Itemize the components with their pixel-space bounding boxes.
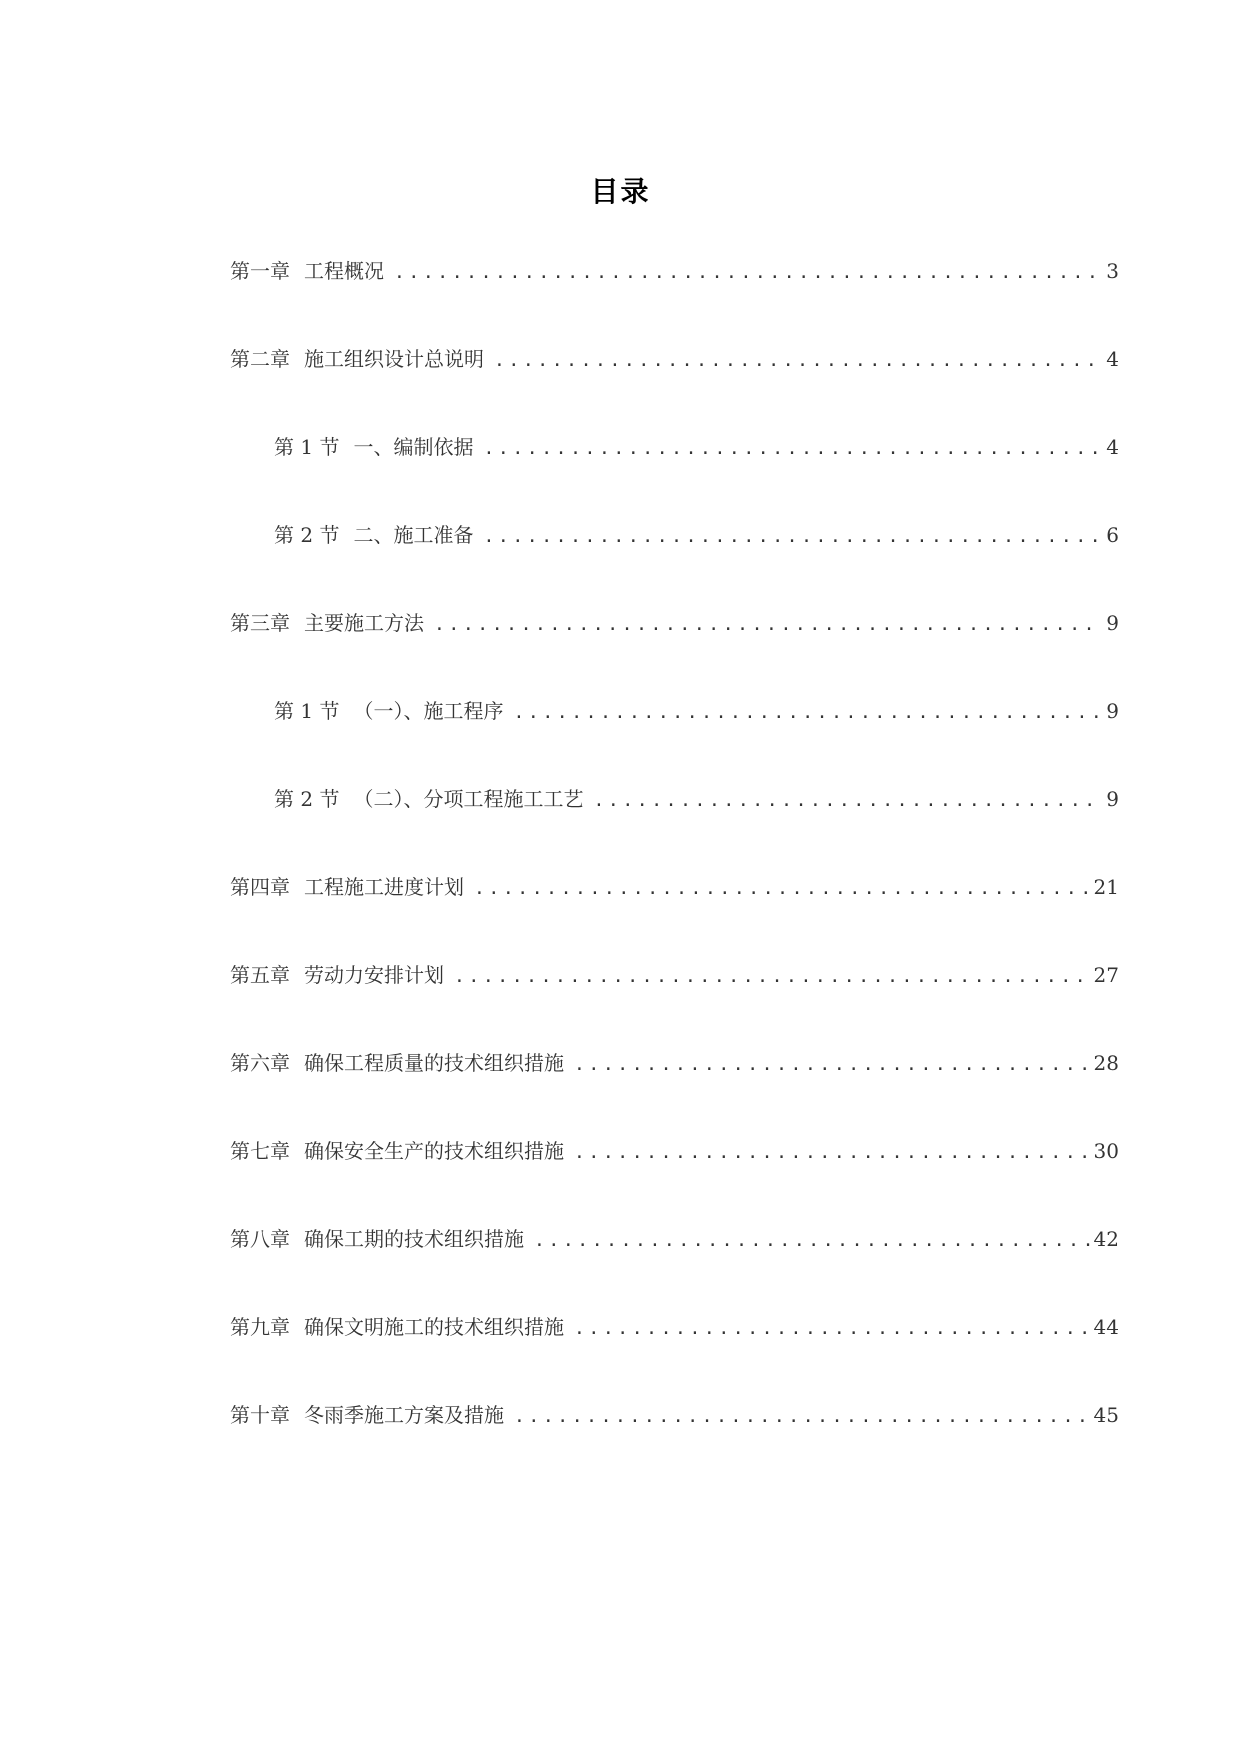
dot-leader [534, 1227, 1090, 1255]
toc-entry-title: 确保安全生产的技术组织措施 [304, 1139, 564, 1163]
toc-chapter-entry[interactable] [230, 1313, 1119, 1401]
toc-entry-title: 主要施工方法 [304, 611, 424, 635]
toc-chapter-entry[interactable] [230, 345, 1119, 433]
toc-entry-number: 第六章 [230, 1051, 290, 1075]
toc-chapter-entry[interactable] [230, 1401, 1119, 1489]
toc-entry-label [274, 785, 583, 813]
toc-entry-number: 第十章 [230, 1403, 290, 1427]
toc-entry-label [230, 1137, 564, 1165]
dot-leader [514, 1403, 1090, 1431]
toc-entry-number: 第一章 [230, 259, 290, 283]
toc-entry-number: 第九章 [230, 1315, 290, 1339]
dot-leader [574, 1139, 1090, 1167]
toc-entry-title: （一）、施工程序 [353, 699, 504, 723]
toc-section-entry[interactable] [274, 521, 1119, 609]
toc-entry-title: 工程施工进度计划 [304, 875, 464, 899]
dot-leader [474, 875, 1090, 903]
toc-entry-label [230, 1313, 564, 1341]
page-title: 目录 [590, 175, 651, 208]
toc-section-entry[interactable] [274, 697, 1119, 785]
toc-entry-number: 第三章 [230, 611, 290, 635]
toc-entry-title: 一、编制依据 [353, 435, 474, 459]
toc-entry-number: 第八章 [230, 1227, 290, 1251]
dot-leader [454, 963, 1090, 991]
dot-leader [574, 1051, 1090, 1079]
toc-entry-page-number: 45 [1093, 1403, 1119, 1427]
toc-entry-title: 确保文明施工的技术组织措施 [304, 1315, 564, 1339]
toc-entry-label [230, 609, 424, 637]
toc-entry-number: 第七章 [230, 1139, 290, 1163]
toc-entry-title: 确保工期的技术组织措施 [304, 1227, 524, 1251]
toc-entry-page-number: 4 [1106, 347, 1119, 371]
toc-entry-title: 冬雨季施工方案及措施 [304, 1403, 504, 1427]
toc-chapter-entry[interactable] [230, 1137, 1119, 1225]
toc-entry-page-number: 9 [1106, 787, 1119, 811]
toc-entry-label [230, 1049, 564, 1077]
toc-entry-label [230, 873, 464, 901]
toc-entry-page-number: 44 [1093, 1315, 1119, 1339]
table-of-contents [0, 257, 1241, 1489]
dot-leader [494, 347, 1102, 375]
toc-entry-page-number: 9 [1106, 611, 1119, 635]
toc-entry-label [230, 1225, 524, 1253]
toc-entry-page-number: 27 [1093, 963, 1119, 987]
toc-section-entry[interactable] [274, 433, 1119, 521]
dot-leader [483, 435, 1102, 463]
toc-chapter-entry[interactable] [230, 257, 1119, 345]
toc-chapter-entry[interactable] [230, 961, 1119, 1049]
toc-entry-label [230, 345, 484, 373]
dot-leader [434, 611, 1102, 639]
toc-entry-page-number: 4 [1106, 435, 1119, 459]
toc-entry-number: 第 1 节 [274, 699, 340, 723]
toc-chapter-entry[interactable] [230, 1049, 1119, 1137]
toc-entry-number: 第五章 [230, 963, 290, 987]
toc-entry-number: 第四章 [230, 875, 290, 899]
toc-entry-title: 施工组织设计总说明 [304, 347, 484, 371]
toc-entry-page-number: 28 [1093, 1051, 1119, 1075]
dot-leader [593, 787, 1102, 815]
toc-entry-label [230, 257, 384, 285]
dot-leader [483, 523, 1102, 551]
toc-entry-title: 劳动力安排计划 [304, 963, 444, 987]
toc-entry-title: 确保工程质量的技术组织措施 [304, 1051, 564, 1075]
toc-chapter-entry[interactable] [230, 873, 1119, 961]
toc-chapter-entry[interactable] [230, 609, 1119, 697]
toc-entry-number: 第 2 节 [274, 787, 340, 811]
toc-entry-page-number: 42 [1093, 1227, 1119, 1251]
toc-entry-label [274, 697, 503, 725]
toc-entry-page-number: 9 [1106, 699, 1119, 723]
toc-entry-number: 第 1 节 [274, 435, 340, 459]
toc-entry-label [230, 961, 444, 989]
toc-entry-number: 第 2 节 [274, 523, 340, 547]
toc-entry-title: 工程概况 [304, 259, 384, 283]
toc-section-entry[interactable] [274, 785, 1119, 873]
toc-entry-page-number: 21 [1093, 875, 1119, 899]
dot-leader [574, 1315, 1090, 1343]
toc-entry-page-number: 30 [1093, 1139, 1119, 1163]
toc-chapter-entry[interactable] [230, 1225, 1119, 1313]
toc-entry-page-number: 3 [1106, 259, 1119, 283]
toc-entry-number: 第二章 [230, 347, 290, 371]
toc-entry-page-number: 6 [1106, 523, 1119, 547]
toc-entry-label [230, 1401, 504, 1429]
dot-leader [513, 699, 1102, 727]
toc-entry-label [274, 433, 473, 461]
dot-leader [394, 259, 1102, 287]
toc-entry-title: 二、施工准备 [353, 523, 474, 547]
toc-entry-label [274, 521, 473, 549]
toc-entry-title: （二）、分项工程施工工艺 [353, 787, 584, 811]
